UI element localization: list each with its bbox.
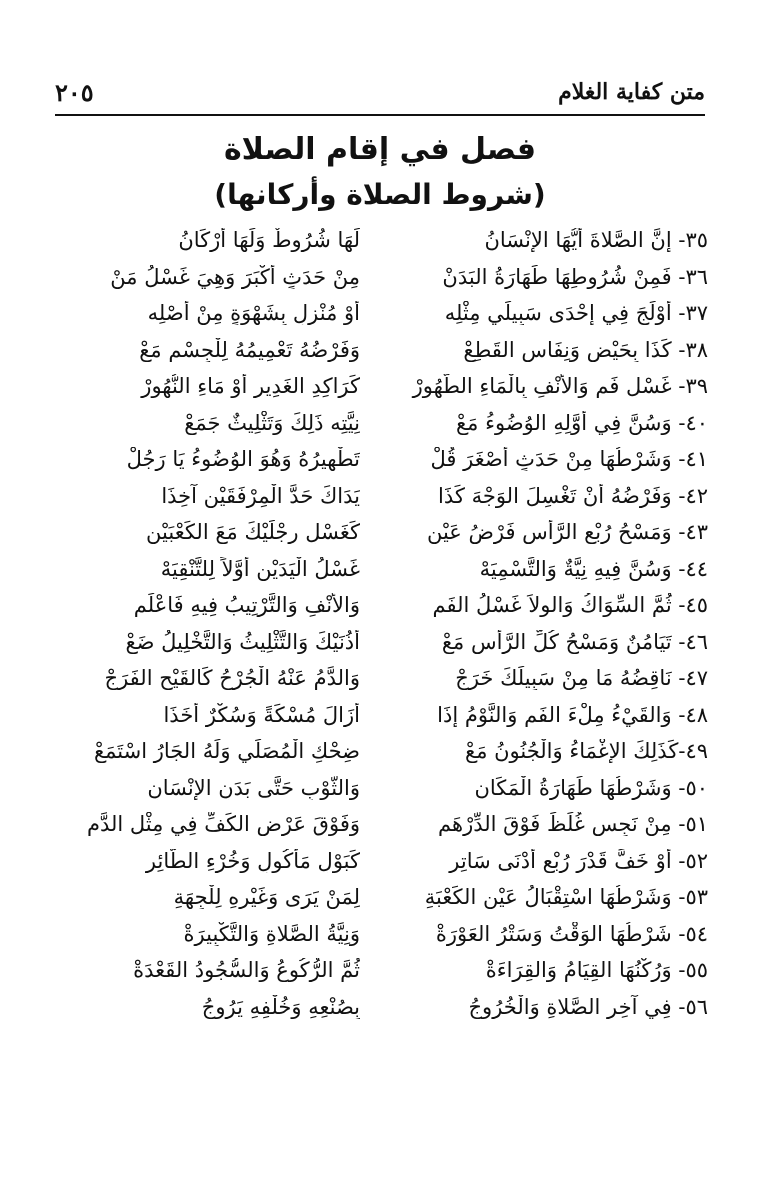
first-hemistich: ٤٧- نَاقِضُهُ مَا مِنْ سَبِيلَكَ خَرَجْ <box>455 666 708 691</box>
second-hemistich: كَرَاكِدِ الغَدِيرِ أَوْ مَاءِ النُّهُورْ <box>141 374 360 399</box>
poem-verses <box>50 222 708 1025</box>
verse-line <box>50 332 708 369</box>
first-hemistich: ٥٠- وَشَرْطُهَا طَهَارَةُ الْمَكَانِ <box>474 775 708 800</box>
first-hemistich: ٤٢- وَفَرْضُهُ أَنْ تَغْسِلَ الوَجْهَ كَذَا <box>438 483 708 508</box>
second-hemistich: أَوْ مُنْزِلٍ بِشَهْوَةٍ مِنْ أَصْلِه <box>147 301 360 326</box>
first-hemistich: ٥٣- وَشَرْطُهَا اسْتِقْبَالُ عَيْنِ الكَعْبَةِ <box>424 885 708 910</box>
first-hemistich: ٥١- مِنْ نَجِسٍ غُلِّظَ فَوْقَ الدِّرْهَمِ <box>438 812 708 837</box>
first-hemistich: ٣٧- أَوْلَجَ فِي إِحْدَى سَبِيلَي مِثْلِه <box>444 301 708 326</box>
chapter-title: فصل في إقام الصلاة <box>223 132 537 167</box>
verse-line <box>50 806 708 843</box>
second-hemistich: وَفَرْضُهُ تَعْمِيمُهُ لِلْجِسْمِ مَعْ <box>139 337 360 362</box>
first-hemistich: ٤٨- وَالقَيْءُ مِلْءَ الفَمِ وَالنَّوْمُ إِذَا <box>437 702 708 727</box>
first-hemistich: ٤٣- وَمَسْحُ رُبْعِ الرَّأْسِ فَرْضُ عَيْنِ <box>426 520 708 545</box>
first-hemistich: ٣٥- إنَّ الصَّلاةَ أَيُّهَا الإِنْسَانُ <box>484 228 708 253</box>
first-hemistich: ٣٨- كَذَا بِحَيْضٍ وَنِفَاسِ القَطِعْ <box>463 337 708 362</box>
verse-line <box>50 551 708 588</box>
verse-line <box>50 514 708 551</box>
second-hemistich: لَهَا شُرُوطٌ وَلَهَا أَرْكَانُ <box>178 228 360 253</box>
first-hemistich: ٥٦- فِي آخِرِ الصَّلاةِ وَالْخُرُوجُ <box>468 994 708 1019</box>
verse-line <box>50 879 708 916</box>
second-hemistich: غَسْلُ الْيَدَيْنِ أَوَّلاً لِلتَّنْقِيَهْ <box>160 556 360 581</box>
first-hemistich: ٤٠- وَسُنَّ فِي أَوَّلِهِ الوُضُوءُ مَعْ <box>456 410 708 435</box>
book-title: متن كفاية الغلام <box>558 79 705 105</box>
verse-line <box>50 733 708 770</box>
second-hemistich: مِنْ حَدَثٍ أَكْبَرَ وَهِيَ غَسْلُ مَنْ <box>110 264 360 289</box>
second-hemistich: وَالأَنْفِ وَالتَّرْتِيبُ فِيهِ فَاعْلَمِ <box>133 593 360 618</box>
first-hemistich: ٤٥- ثُمَّ السِّوَاكُ وَالوِلاَ غَسْلُ الفَمِ <box>432 593 708 618</box>
second-hemistich: ضِحْكِ الْمُصَلِّي وَلَهُ الجَارُ اسْتَمَعْ <box>93 739 360 764</box>
second-hemistich: تَطْهِيرُهُ وَهُوَ الوُضُوءُ يَا رَجُلْ <box>126 447 360 472</box>
verse-line <box>50 624 708 661</box>
verse-line <box>50 843 708 880</box>
second-hemistich: كَبَوْلِ مَأْكُولٍ وَخُرْءِ الطَّائِرِ <box>145 848 360 873</box>
verse-line <box>50 441 708 478</box>
second-hemistich: وَالدَّمُ عَنْهُ الْجُرْحُ كَالقَيْحِ الفَرَجْ <box>104 666 360 691</box>
verse-line <box>50 952 708 989</box>
first-hemistich: ٤٩-كَذَلِكَ الإِغْمَاءُ وَالْجُنُونُ مَعْ <box>465 739 708 764</box>
verse-line <box>50 259 708 296</box>
first-hemistich: ٥٢- أَوْ خَفَّ قَدْرَ رُبْعِ أَدْنَى سَاتِرِ <box>449 848 708 873</box>
verse-line <box>50 916 708 953</box>
second-hemistich: أُذُنَيْكَ وَالتَّثْلِيثُ وَالتَّخْلِيلُ ضَعْ <box>125 629 360 654</box>
running-header <box>55 70 705 116</box>
verse-line <box>50 989 708 1026</box>
second-hemistich: يَدَاكَ حَدَّ الْمِرْفَقَيْنِ آخِذَا <box>161 483 360 508</box>
verse-line <box>50 368 708 405</box>
second-hemistich: وَنِيَّةُ الصَّلاةِ وَالتَّكْبِيرَةْ <box>183 921 360 946</box>
second-hemistich: وَفَوْقَ عَرْضِ الكَفِّ فِي مِثْلِ الدَّمِ <box>86 812 360 837</box>
second-hemistich: لِمَنْ يَرَى وَغَيْرِهِ لِلْجِهَةِ <box>173 885 360 910</box>
verse-line <box>50 660 708 697</box>
first-hemistich: ٣٩- غَسْلِ فَمٍ وَالأَنْفِ بِالْمَاءِ الطَّهُورْ <box>412 374 708 399</box>
first-hemistich: ٥٥- وَرُكْنُهَا القِيَامُ وَالقِرَاءَةْ <box>485 958 708 983</box>
second-hemistich: وَالثَّوْبِ حَتَّى بَدَنِ الإِنْسَانِ <box>147 775 360 800</box>
verse-line <box>50 295 708 332</box>
second-hemistich: نِيَّتِه ذَلِكَ وَتَثْلِيثٌ جَمَعْ <box>184 410 360 435</box>
verse-line <box>50 405 708 442</box>
first-hemistich: ٤٦- تَيَامُنٌ وَمَسْحُ كُلِّ الرَّأْسِ مَعْ <box>441 629 708 654</box>
second-hemistich: كَغَسْلِ رِجْلَيْكَ مَعَ الكَعْبَيْنِ <box>146 520 360 545</box>
verse-line <box>50 770 708 807</box>
verse-line <box>50 222 708 259</box>
second-hemistich: ثُمَّ الرُّكُوعُ وَالسُّجُودُ القَعْدَةْ <box>133 958 360 983</box>
first-hemistich: ٣٦- فَمِنْ شُرُوطِهَا طَهَارَةُ البَدَنْ <box>442 264 708 289</box>
section-subtitle: (شروط الصلاة وأركانها) <box>214 178 546 211</box>
second-hemistich: بِصُنْعِهِ وَخُلْفِهِ يَرُوجُ <box>201 994 360 1019</box>
verse-line <box>50 478 708 515</box>
second-hemistich: أَزَالَ مُسْكَةً وَسُكْرٌ أَخَذَا <box>163 702 360 727</box>
first-hemistich: ٤٤- وَسُنَّ فِيهِ نِيَّةٌ وَالتَّسْمِيَهْ <box>479 556 708 581</box>
first-hemistich: ٥٤- شَرْطُهَا الوَقْتُ وَسَتْرُ العَوْرَةْ <box>435 921 708 946</box>
first-hemistich: ٤١- وَشَرْطُهَا مِنْ حَدَثٍ أَصْغَرَ قُلْ <box>430 447 708 472</box>
verse-line <box>50 697 708 734</box>
verse-line <box>50 587 708 624</box>
page-number: ٢٠٥ <box>55 77 94 107</box>
